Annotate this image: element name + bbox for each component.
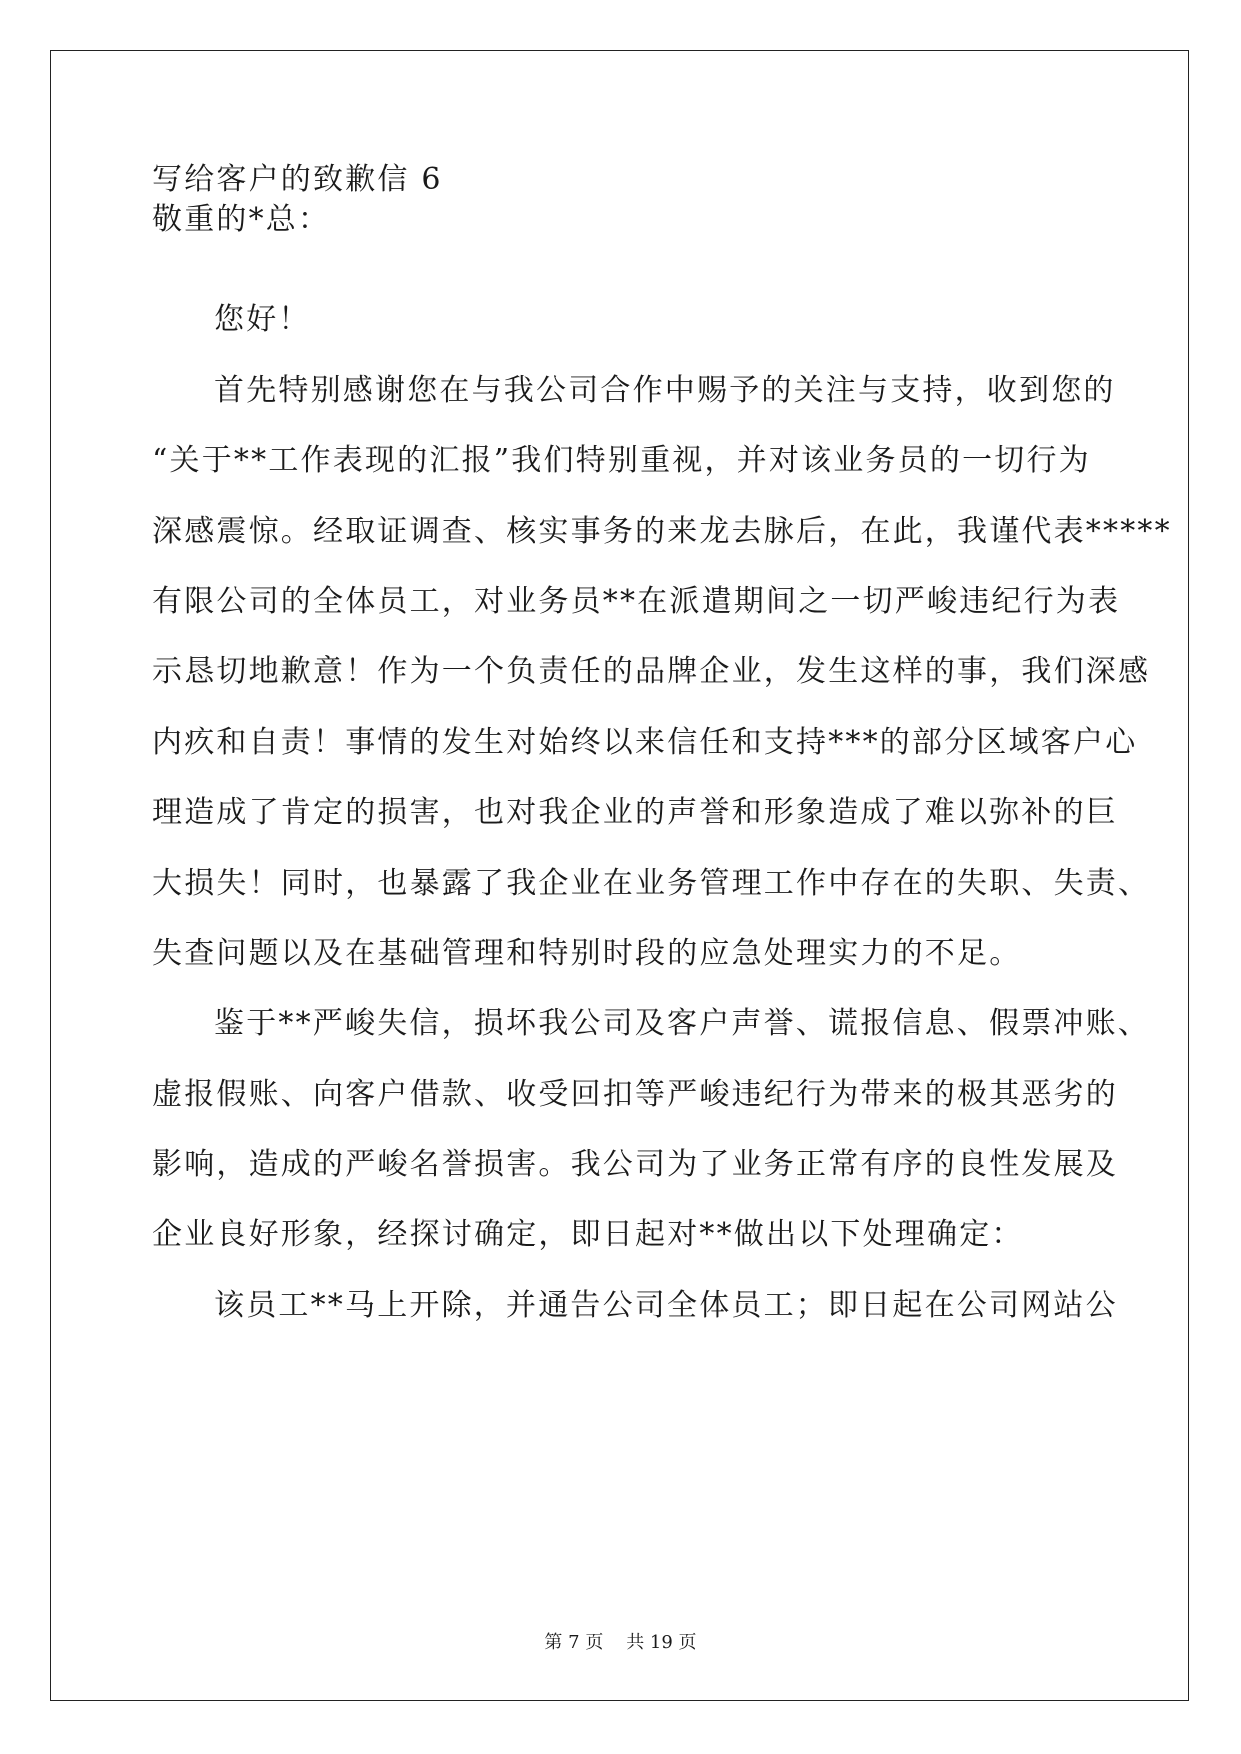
body-line: 失查问题以及在基础管理和特别时段的应急处理实力的不足。: [152, 936, 1022, 971]
body-line: 深感震惊。经取证调查、核实事务的来龙去脉后，在此，我谨代表*****: [152, 514, 1172, 549]
body-line: 虚报假账、向客户借款、收受回扣等严峻违纪行为带来的极其恶劣的: [152, 1077, 1118, 1112]
body-line: 理造成了肯定的损害，也对我企业的声誉和形象造成了难以弥补的巨: [152, 795, 1118, 830]
body-line: 影响，造成的严峻名誉损害。我公司为了业务正常有序的良性发展及: [152, 1147, 1118, 1182]
body-line: 有限公司的全体员工，对业务员**在派遣期间之一切严峻违纪行为表: [152, 584, 1121, 619]
letter-salutation: 敬重的*总：: [152, 202, 331, 237]
body-line: 大损失！同时，也暴露了我企业在业务管理工作中存在的失职、失责、: [152, 866, 1151, 901]
body-line: “关于**工作表现的汇报”我们特别重视，并对该业务员的一切行为: [152, 443, 1091, 478]
letter-greeting: 您好！: [214, 302, 311, 337]
body-line: 企业良好形象，经探讨确定，即日起对**做出以下处理确定：: [152, 1217, 1024, 1252]
page-number-footer: [0, 1628, 1241, 1654]
body-line: 内疚和自责！事情的发生对始终以来信任和支持***的部分区域客户心: [152, 725, 1138, 760]
body-line: 首先特别感谢您在与我公司合作中赐予的关注与支持，收到您的: [214, 373, 1116, 408]
body-line: 鉴于**严峻失信，损坏我公司及客户声誉、谎报信息、假票冲账、: [214, 1006, 1150, 1041]
page-number-text: 第 7 页 共 19 页: [544, 1632, 697, 1653]
body-line: 该员工**马上开除，并通告公司全体员工；即日起在公司网站公: [214, 1288, 1118, 1323]
letter-title: 写给客户的致歉信 6: [152, 162, 443, 197]
body-line: 示恳切地歉意！作为一个负责任的品牌企业，发生这样的事，我们深感: [152, 654, 1151, 689]
